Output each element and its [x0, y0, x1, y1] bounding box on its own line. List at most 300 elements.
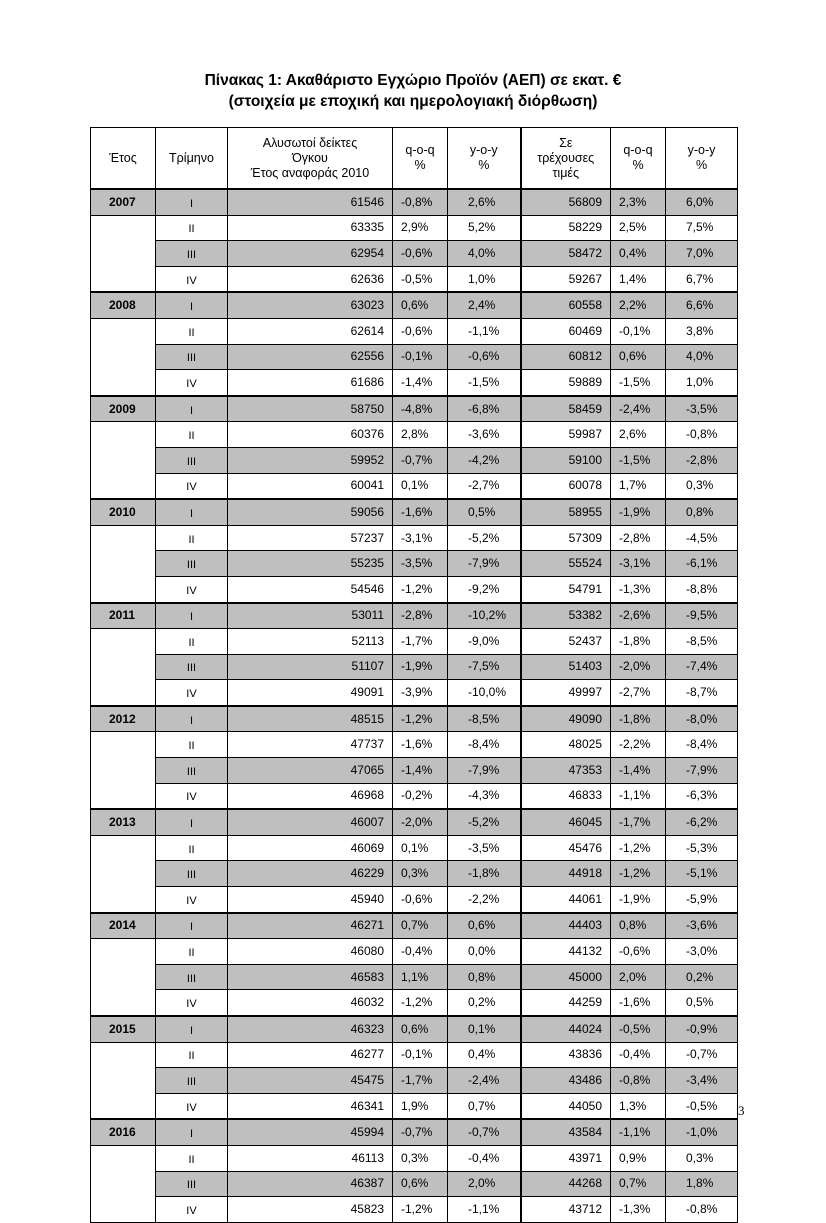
yoy-current-cell: -6,1% [666, 551, 738, 577]
qoq-current-cell: 0,7% [611, 1171, 666, 1197]
chain-volume-cell: 63023 [228, 292, 393, 318]
qoq-current-cell: -1,1% [611, 1119, 666, 1145]
quarter-cell: II [156, 1042, 228, 1068]
table-row [91, 732, 738, 758]
qoq-volume-cell: -0,7% [393, 1119, 448, 1145]
table-row [91, 1197, 738, 1223]
header-current-prices: Σε τρέχουσες τιμές [521, 128, 611, 190]
yoy-current-cell: -6,2% [666, 809, 738, 835]
year-cell: 2007 [91, 189, 156, 215]
qoq-current-cell: -1,2% [611, 861, 666, 887]
gdp-table [90, 127, 738, 1223]
yoy-current-cell: -7,4% [666, 654, 738, 680]
quarter-cell: II [156, 835, 228, 861]
year-cell-empty [91, 629, 156, 655]
qoq-current-cell: -0,1% [611, 318, 666, 344]
yoy-volume-cell: -7,9% [448, 551, 521, 577]
quarter-cell: IV [156, 1197, 228, 1223]
chain-volume-cell: 46069 [228, 835, 393, 861]
quarter-cell: II [156, 318, 228, 344]
year-cell-empty [91, 318, 156, 344]
qoq-volume-cell: -0,2% [393, 783, 448, 809]
qoq-current-cell: 0,8% [611, 913, 666, 939]
chain-volume-cell: 62636 [228, 266, 393, 292]
year-cell-empty [91, 1145, 156, 1171]
qoq-volume-cell: 2,9% [393, 215, 448, 241]
header-qoq-volume: q-o-q % [393, 128, 448, 190]
yoy-current-cell: -6,3% [666, 783, 738, 809]
current-prices-cell: 54791 [521, 576, 611, 602]
year-cell-empty [91, 680, 156, 706]
qoq-volume-cell: 1,1% [393, 964, 448, 990]
quarter-cell: IV [156, 990, 228, 1016]
yoy-volume-cell: -9,0% [448, 629, 521, 655]
year-cell-empty [91, 266, 156, 292]
table-row [91, 783, 738, 809]
current-prices-cell: 60078 [521, 473, 611, 499]
yoy-current-cell: 7,5% [666, 215, 738, 241]
qoq-volume-cell: -0,1% [393, 1042, 448, 1068]
yoy-current-cell: -5,3% [666, 835, 738, 861]
qoq-current-cell: -1,5% [611, 370, 666, 396]
year-cell-empty [91, 1171, 156, 1197]
year-cell: 2011 [91, 603, 156, 629]
qoq-volume-cell: -1,7% [393, 629, 448, 655]
qoq-volume-cell: -0,5% [393, 266, 448, 292]
qoq-current-cell: 1,4% [611, 266, 666, 292]
quarter-cell: III [156, 758, 228, 784]
chain-volume-cell: 52113 [228, 629, 393, 655]
table-row [91, 990, 738, 1016]
current-prices-cell: 58229 [521, 215, 611, 241]
chain-volume-cell: 54546 [228, 576, 393, 602]
current-prices-cell: 53382 [521, 603, 611, 629]
year-cell: 2009 [91, 396, 156, 422]
chain-volume-cell: 46387 [228, 1171, 393, 1197]
current-prices-cell: 43486 [521, 1068, 611, 1094]
table-row [91, 939, 738, 965]
qoq-current-cell: -0,5% [611, 1016, 666, 1042]
yoy-volume-cell: 0,8% [448, 964, 521, 990]
table-row [91, 422, 738, 448]
yoy-current-cell: -5,9% [666, 887, 738, 913]
qoq-volume-cell: -2,0% [393, 809, 448, 835]
quarter-cell: IV [156, 887, 228, 913]
quarter-cell: III [156, 447, 228, 473]
table-row [91, 758, 738, 784]
yoy-volume-cell: -4,3% [448, 783, 521, 809]
yoy-volume-cell: 0,5% [448, 499, 521, 525]
yoy-current-cell: -0,5% [666, 1093, 738, 1119]
yoy-current-cell: -3,5% [666, 396, 738, 422]
chain-volume-cell: 46032 [228, 990, 393, 1016]
current-prices-cell: 47353 [521, 758, 611, 784]
yoy-volume-cell: -0,4% [448, 1145, 521, 1171]
chain-volume-cell: 60376 [228, 422, 393, 448]
chain-volume-cell: 51107 [228, 654, 393, 680]
header-yoy-current: y-o-y % [666, 128, 738, 190]
current-prices-cell: 58472 [521, 241, 611, 267]
year-cell-empty [91, 990, 156, 1016]
chain-volume-cell: 46968 [228, 783, 393, 809]
yoy-current-cell: -7,9% [666, 758, 738, 784]
table-row [91, 344, 738, 370]
year-cell-empty [91, 939, 156, 965]
header-year: Έτος [91, 128, 156, 190]
yoy-volume-cell: 0,2% [448, 990, 521, 1016]
table-row [91, 499, 738, 525]
yoy-current-cell: 7,0% [666, 241, 738, 267]
qoq-current-cell: -1,8% [611, 706, 666, 732]
qoq-current-cell: -1,4% [611, 758, 666, 784]
qoq-current-cell: -0,6% [611, 939, 666, 965]
qoq-volume-cell: -1,6% [393, 499, 448, 525]
qoq-volume-cell: -2,8% [393, 603, 448, 629]
qoq-volume-cell: -0,7% [393, 447, 448, 473]
qoq-current-cell: -1,9% [611, 887, 666, 913]
table-row [91, 1016, 738, 1042]
yoy-current-cell: 1,8% [666, 1171, 738, 1197]
table-row [91, 1145, 738, 1171]
qoq-volume-cell: -1,6% [393, 732, 448, 758]
yoy-volume-cell: -0,7% [448, 1119, 521, 1145]
year-cell-empty [91, 758, 156, 784]
current-prices-cell: 43584 [521, 1119, 611, 1145]
qoq-current-cell: -2,2% [611, 732, 666, 758]
quarter-cell: II [156, 215, 228, 241]
quarter-cell: I [156, 1119, 228, 1145]
current-prices-cell: 52437 [521, 629, 611, 655]
quarter-cell: III [156, 344, 228, 370]
table-row [91, 189, 738, 215]
yoy-current-cell: -8,7% [666, 680, 738, 706]
yoy-current-cell: 1,0% [666, 370, 738, 396]
qoq-current-cell: 2,3% [611, 189, 666, 215]
quarter-cell: I [156, 189, 228, 215]
qoq-current-cell: -2,6% [611, 603, 666, 629]
quarter-cell: II [156, 1145, 228, 1171]
current-prices-cell: 57309 [521, 525, 611, 551]
chain-volume-cell: 59056 [228, 499, 393, 525]
chain-volume-cell: 61686 [228, 370, 393, 396]
quarter-cell: III [156, 654, 228, 680]
quarter-cell: II [156, 629, 228, 655]
current-prices-cell: 58459 [521, 396, 611, 422]
chain-volume-cell: 55235 [228, 551, 393, 577]
quarter-cell: II [156, 525, 228, 551]
header-quarter: Τρίμηνο [156, 128, 228, 190]
year-cell-empty [91, 422, 156, 448]
yoy-volume-cell: -6,8% [448, 396, 521, 422]
table-row [91, 1042, 738, 1068]
yoy-current-cell: -8,4% [666, 732, 738, 758]
qoq-current-cell: 2,6% [611, 422, 666, 448]
yoy-current-cell: -8,8% [666, 576, 738, 602]
table-row [91, 680, 738, 706]
yoy-current-cell: 6,6% [666, 292, 738, 318]
chain-volume-cell: 63335 [228, 215, 393, 241]
qoq-volume-cell: -0,8% [393, 189, 448, 215]
current-prices-cell: 46045 [521, 809, 611, 835]
year-cell-empty [91, 1042, 156, 1068]
header-row [91, 128, 738, 190]
year-cell-empty [91, 447, 156, 473]
qoq-volume-cell: -0,6% [393, 241, 448, 267]
current-prices-cell: 43836 [521, 1042, 611, 1068]
qoq-volume-cell: -3,5% [393, 551, 448, 577]
table-row [91, 706, 738, 732]
qoq-current-cell: -1,2% [611, 835, 666, 861]
qoq-current-cell: 2,5% [611, 215, 666, 241]
current-prices-cell: 46833 [521, 783, 611, 809]
current-prices-cell: 44024 [521, 1016, 611, 1042]
table-row [91, 370, 738, 396]
chain-volume-cell: 46323 [228, 1016, 393, 1042]
qoq-current-cell: 2,2% [611, 292, 666, 318]
qoq-volume-cell: -4,8% [393, 396, 448, 422]
yoy-volume-cell: 0,4% [448, 1042, 521, 1068]
yoy-current-cell: 0,5% [666, 990, 738, 1016]
qoq-current-cell: -0,8% [611, 1068, 666, 1094]
chain-volume-cell: 46583 [228, 964, 393, 990]
year-cell-empty [91, 241, 156, 267]
chain-volume-cell: 58750 [228, 396, 393, 422]
year-cell: 2014 [91, 913, 156, 939]
table-row [91, 629, 738, 655]
page-number: 3 [738, 1103, 745, 1118]
table-row [91, 603, 738, 629]
table-row [91, 525, 738, 551]
chain-volume-cell: 59952 [228, 447, 393, 473]
year-cell: 2008 [91, 292, 156, 318]
year-cell-empty [91, 783, 156, 809]
yoy-current-cell: -4,5% [666, 525, 738, 551]
qoq-volume-cell: 0,6% [393, 1171, 448, 1197]
quarter-cell: I [156, 1016, 228, 1042]
yoy-volume-cell: 2,4% [448, 292, 521, 318]
qoq-current-cell: 2,0% [611, 964, 666, 990]
yoy-volume-cell: -3,5% [448, 835, 521, 861]
current-prices-cell: 56809 [521, 189, 611, 215]
yoy-volume-cell: -1,1% [448, 318, 521, 344]
qoq-volume-cell: 0,7% [393, 913, 448, 939]
qoq-volume-cell: 0,3% [393, 861, 448, 887]
qoq-current-cell: -1,3% [611, 1197, 666, 1223]
table-row [91, 809, 738, 835]
yoy-volume-cell: 1,0% [448, 266, 521, 292]
year-cell-empty [91, 525, 156, 551]
year-cell-empty [91, 732, 156, 758]
yoy-volume-cell: 0,1% [448, 1016, 521, 1042]
qoq-volume-cell: -1,7% [393, 1068, 448, 1094]
qoq-volume-cell: -1,4% [393, 758, 448, 784]
year-cell-empty [91, 861, 156, 887]
yoy-current-cell: 3,8% [666, 318, 738, 344]
yoy-current-cell: 0,3% [666, 1145, 738, 1171]
quarter-cell: III [156, 1068, 228, 1094]
current-prices-cell: 43971 [521, 1145, 611, 1171]
year-cell-empty [91, 370, 156, 396]
chain-volume-cell: 45823 [228, 1197, 393, 1223]
yoy-volume-cell: -10,0% [448, 680, 521, 706]
current-prices-cell: 44268 [521, 1171, 611, 1197]
yoy-volume-cell: -7,5% [448, 654, 521, 680]
quarter-cell: IV [156, 266, 228, 292]
qoq-volume-cell: 2,8% [393, 422, 448, 448]
table-row [91, 215, 738, 241]
yoy-volume-cell: 0,0% [448, 939, 521, 965]
yoy-current-cell: 6,0% [666, 189, 738, 215]
chain-volume-cell: 45940 [228, 887, 393, 913]
table-row [91, 447, 738, 473]
current-prices-cell: 44259 [521, 990, 611, 1016]
year-cell-empty [91, 887, 156, 913]
current-prices-cell: 58955 [521, 499, 611, 525]
chain-volume-cell: 60041 [228, 473, 393, 499]
qoq-current-cell: 0,4% [611, 241, 666, 267]
yoy-current-cell: -1,0% [666, 1119, 738, 1145]
chain-volume-cell: 57237 [228, 525, 393, 551]
yoy-volume-cell: 0,6% [448, 913, 521, 939]
qoq-current-cell: 0,9% [611, 1145, 666, 1171]
current-prices-cell: 49997 [521, 680, 611, 706]
quarter-cell: I [156, 913, 228, 939]
yoy-current-cell: -0,9% [666, 1016, 738, 1042]
current-prices-cell: 44061 [521, 887, 611, 913]
chain-volume-cell: 62614 [228, 318, 393, 344]
yoy-current-cell: 0,2% [666, 964, 738, 990]
qoq-current-cell: -2,4% [611, 396, 666, 422]
yoy-current-cell: 6,7% [666, 266, 738, 292]
qoq-current-cell: -1,8% [611, 629, 666, 655]
chain-volume-cell: 62556 [228, 344, 393, 370]
qoq-current-cell: 1,7% [611, 473, 666, 499]
year-cell-empty [91, 215, 156, 241]
qoq-volume-cell: -1,2% [393, 706, 448, 732]
year-cell-empty [91, 344, 156, 370]
qoq-volume-cell: 0,1% [393, 473, 448, 499]
quarter-cell: I [156, 706, 228, 732]
table-row [91, 1119, 738, 1145]
qoq-current-cell: -1,6% [611, 990, 666, 1016]
chain-volume-cell: 46271 [228, 913, 393, 939]
title-line-2: (στοιχεία με εποχική και ημερολογιακή διόρθωση) [228, 93, 598, 110]
current-prices-cell: 44403 [521, 913, 611, 939]
chain-volume-cell: 47065 [228, 758, 393, 784]
yoy-volume-cell: 0,7% [448, 1093, 521, 1119]
year-cell-empty [91, 835, 156, 861]
year-cell: 2012 [91, 706, 156, 732]
quarter-cell: II [156, 732, 228, 758]
year-cell-empty [91, 473, 156, 499]
qoq-current-cell: -0,4% [611, 1042, 666, 1068]
qoq-volume-cell: 0,6% [393, 292, 448, 318]
current-prices-cell: 49090 [521, 706, 611, 732]
current-prices-cell: 60469 [521, 318, 611, 344]
current-prices-cell: 59267 [521, 266, 611, 292]
chain-volume-cell: 45994 [228, 1119, 393, 1145]
yoy-volume-cell: -10,2% [448, 603, 521, 629]
current-prices-cell: 48025 [521, 732, 611, 758]
yoy-volume-cell: -1,1% [448, 1197, 521, 1223]
current-prices-cell: 45000 [521, 964, 611, 990]
quarter-cell: I [156, 396, 228, 422]
table-row [91, 551, 738, 577]
table-row [91, 654, 738, 680]
qoq-current-cell: -1,7% [611, 809, 666, 835]
chain-volume-cell: 49091 [228, 680, 393, 706]
qoq-current-cell: -2,7% [611, 680, 666, 706]
table-row [91, 1068, 738, 1094]
year-cell: 2015 [91, 1016, 156, 1042]
yoy-current-cell: 0,3% [666, 473, 738, 499]
table-row [91, 396, 738, 422]
qoq-current-cell: -1,3% [611, 576, 666, 602]
chain-volume-cell: 62954 [228, 241, 393, 267]
year-cell-empty [91, 1197, 156, 1223]
yoy-volume-cell: 5,2% [448, 215, 521, 241]
yoy-volume-cell: -2,4% [448, 1068, 521, 1094]
yoy-current-cell: -0,7% [666, 1042, 738, 1068]
qoq-current-cell: -1,9% [611, 499, 666, 525]
quarter-cell: IV [156, 473, 228, 499]
quarter-cell: III [156, 241, 228, 267]
year-cell-empty [91, 576, 156, 602]
qoq-current-cell: -1,5% [611, 447, 666, 473]
qoq-volume-cell: -1,2% [393, 990, 448, 1016]
yoy-volume-cell: -3,6% [448, 422, 521, 448]
qoq-current-cell: -2,8% [611, 525, 666, 551]
yoy-volume-cell: -4,2% [448, 447, 521, 473]
qoq-current-cell: 1,3% [611, 1093, 666, 1119]
yoy-current-cell: -0,8% [666, 422, 738, 448]
year-cell-empty [91, 551, 156, 577]
qoq-volume-cell: -3,9% [393, 680, 448, 706]
quarter-cell: IV [156, 370, 228, 396]
year-cell-empty [91, 964, 156, 990]
table-row [91, 1171, 738, 1197]
quarter-cell: I [156, 292, 228, 318]
chain-volume-cell: 46007 [228, 809, 393, 835]
yoy-current-cell: -5,1% [666, 861, 738, 887]
table-row [91, 241, 738, 267]
yoy-volume-cell: 2,6% [448, 189, 521, 215]
table-title [0, 70, 826, 112]
yoy-volume-cell: -9,2% [448, 576, 521, 602]
qoq-volume-cell: -1,9% [393, 654, 448, 680]
table-row [91, 473, 738, 499]
qoq-volume-cell: -1,2% [393, 576, 448, 602]
qoq-volume-cell: 1,9% [393, 1093, 448, 1119]
year-cell-empty [91, 654, 156, 680]
current-prices-cell: 60812 [521, 344, 611, 370]
qoq-volume-cell: 0,3% [393, 1145, 448, 1171]
yoy-current-cell: -3,0% [666, 939, 738, 965]
current-prices-cell: 45476 [521, 835, 611, 861]
yoy-current-cell: 4,0% [666, 344, 738, 370]
yoy-current-cell: -8,5% [666, 629, 738, 655]
yoy-volume-cell: -5,2% [448, 525, 521, 551]
yoy-volume-cell: -7,9% [448, 758, 521, 784]
qoq-current-cell: -3,1% [611, 551, 666, 577]
year-cell-empty [91, 1068, 156, 1094]
quarter-cell: II [156, 939, 228, 965]
qoq-volume-cell: -1,4% [393, 370, 448, 396]
quarter-cell: IV [156, 680, 228, 706]
current-prices-cell: 55524 [521, 551, 611, 577]
year-cell: 2016 [91, 1119, 156, 1145]
quarter-cell: IV [156, 783, 228, 809]
